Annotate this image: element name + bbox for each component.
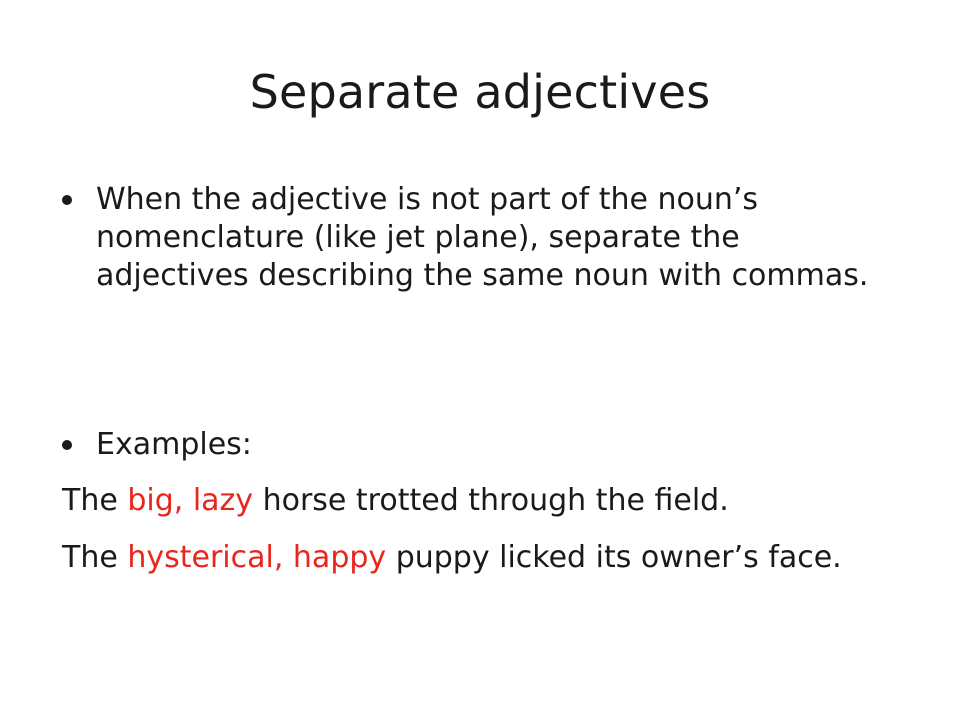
example-text: The: [62, 540, 128, 575]
slide-title: Separate adjectives: [249, 65, 711, 119]
bullet-icon: [62, 440, 72, 450]
example-line-2: [62, 539, 902, 577]
example-text: horse trotted through the field.: [253, 483, 729, 518]
bullet-text: Examples:: [96, 427, 252, 462]
example-highlight: hysterical, happy: [127, 540, 387, 575]
example-text: puppy licked its owner’s face.: [386, 540, 842, 575]
example-line-1: [62, 482, 729, 520]
example-text: The: [62, 483, 128, 518]
bullet-icon: [62, 195, 72, 205]
bullet-text: When the adjective is not part of the noun’s nomenclature (like jet plane), separate the adjectives describing the same noun with commas.: [96, 182, 869, 293]
example-highlight: big, lazy: [127, 483, 254, 518]
